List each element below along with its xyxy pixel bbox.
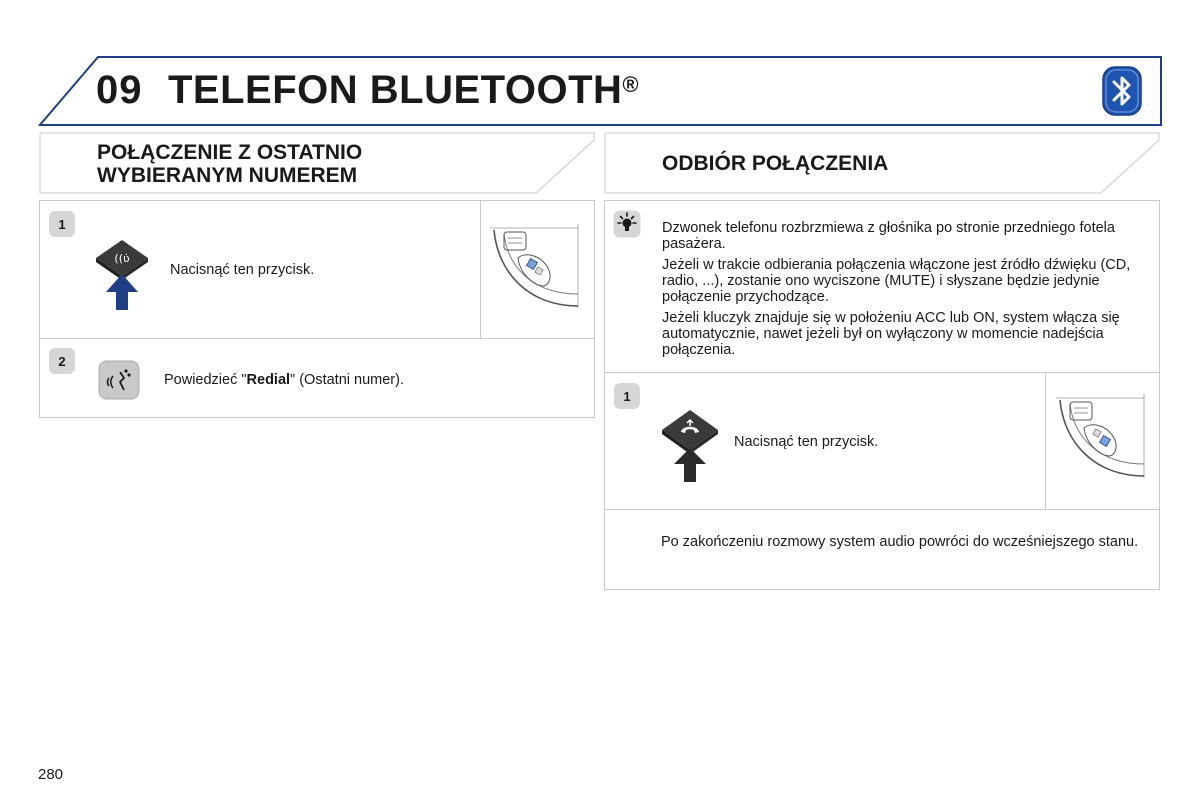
right-info-divider bbox=[605, 372, 1159, 373]
chapter-title-text: TELEFON BLUETOOTH bbox=[168, 68, 623, 112]
trademark-symbol: ® bbox=[622, 72, 640, 97]
left-step-divider bbox=[40, 338, 594, 339]
left-section-title-line2: WYBIERANYM NUMEREM bbox=[97, 164, 358, 187]
redial-keyword: Redial bbox=[246, 372, 291, 388]
info-paragraph-1: Dzwonek telefonu rozbrzmiewa z głośnika po stronie przedniego fotela pasażera. bbox=[662, 220, 1115, 252]
left-section-title-line1: POŁĄCZENIE Z OSTATNIO bbox=[97, 141, 363, 164]
right-step-1-badge: 1 bbox=[614, 383, 640, 409]
left-step-2-text-after: " (Ostatni numer). bbox=[290, 372, 404, 388]
steering-redial-button-icon bbox=[94, 236, 152, 312]
left-step-2-badge: 2 bbox=[49, 348, 75, 374]
right-footer-text: Po zakończeniu rozmowy system audio powróci do wcześniejszego stanu. bbox=[661, 534, 1139, 550]
right-image-divider bbox=[1045, 373, 1046, 509]
left-step-1-text: Nacisnąć ten przycisk. bbox=[170, 262, 315, 278]
steering-wheel-diagram-right bbox=[1056, 394, 1152, 478]
steering-wheel-diagram-left bbox=[490, 224, 586, 308]
left-step-2-text-before: Powiedzieć " bbox=[164, 372, 247, 388]
left-image-divider bbox=[480, 201, 481, 338]
chapter-number: 09 bbox=[96, 68, 143, 112]
info-bulb-icon bbox=[613, 210, 641, 238]
left-step-2-text bbox=[164, 372, 404, 388]
voice-command-icon bbox=[98, 360, 140, 400]
steering-answer-call-button-icon bbox=[660, 406, 720, 484]
info-paragraph-3: Jeżeli kluczyk znajduje się w położeniu ACC lub ON, system włącza się automatycznie, nawet jeżeli był on wyłączony w momencie nadejścia połączenia. bbox=[662, 310, 1120, 358]
svg-text:((ʋ̇: ((ʋ̇ bbox=[114, 252, 130, 265]
chapter-title bbox=[168, 68, 639, 113]
left-step-1-badge: 1 bbox=[49, 211, 75, 237]
right-step-divider bbox=[605, 509, 1159, 510]
right-section-title: ODBIÓR POŁĄCZENIA bbox=[662, 152, 889, 175]
right-info-text bbox=[662, 220, 1150, 363]
info-paragraph-2: Jeżeli w trakcie odbierania połączenia włączone jest źródło dźwięku (CD, radio, ...), zostanie ono wyciszone (MUTE) i słyszane będzie jedynie połączenie przychodzące. bbox=[662, 257, 1131, 305]
right-step-1-text: Nacisnąć ten przycisk. bbox=[734, 434, 879, 450]
left-section-title bbox=[97, 141, 362, 187]
bluetooth-icon bbox=[1102, 66, 1142, 116]
page-number: 280 bbox=[38, 766, 64, 783]
